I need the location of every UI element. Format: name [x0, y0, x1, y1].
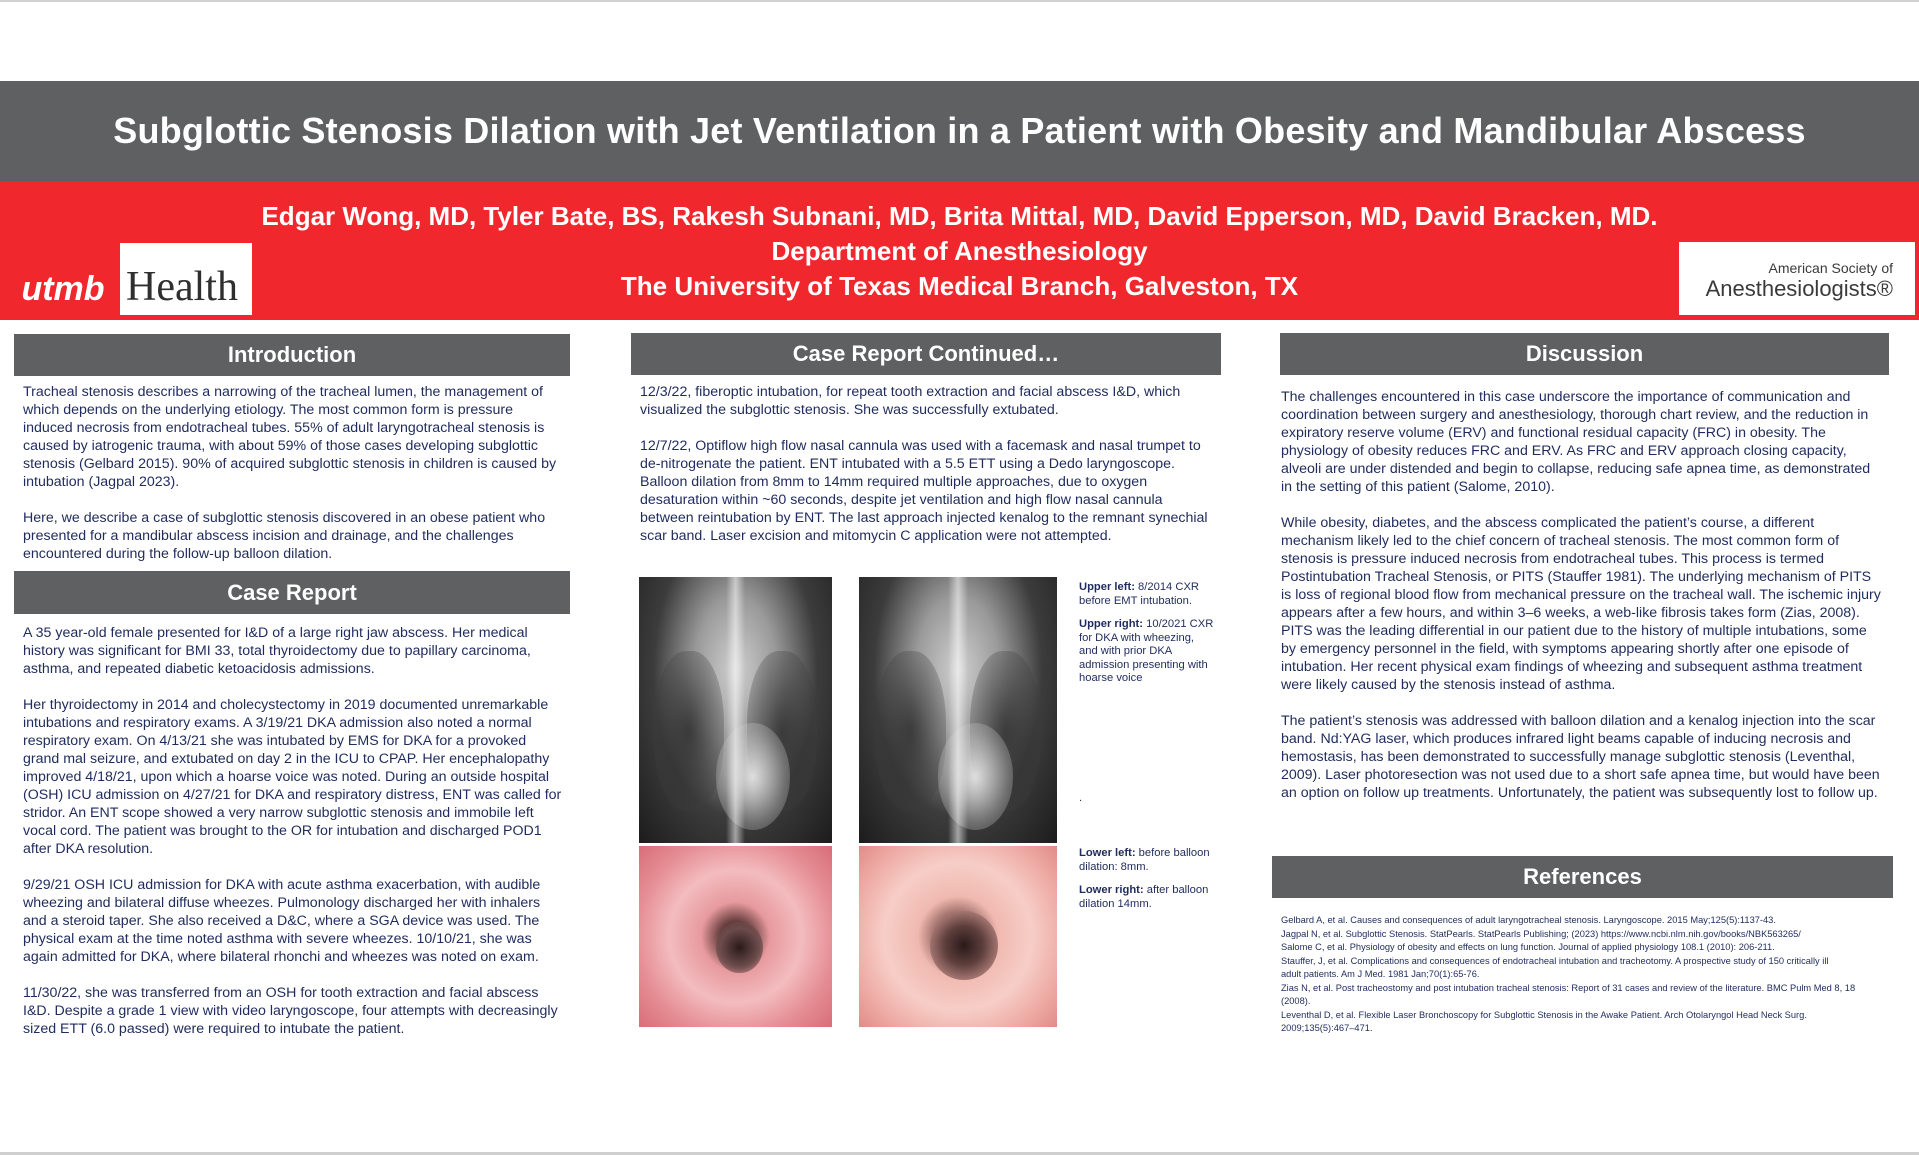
case-report-paragraph: Her thyroidectomy in 2014 and cholecystectomy in 2019 documented unremarkable intubations and respiratory exams. A 3/19/21 DKA admission also noted a normal respiratory exam. On 4/13/21 she was intubated by EMS for DKA for a provoked grand mal seizure, and extubated on day 2 in the ICU to CPAP. Her encephalopathy improved 4/18/21, upon which a hoarse voice was noted. During an outside hospital (OSH) ICU admission on 4/27/21 for DKA and respiratory distress, ENT was called for stridor. An ENT scope showed a very narrow subglottic stenosis and immobile left vocal cord. The patient was brought to the OR for intubation and discharged POD1 after DKA resolution.	[23, 697, 562, 857]
case-report-paragraph: 11/30/22, she was transferred from an OSH for tooth extraction and facial abscess I&D. Despite a grade 1 view with video laryngoscope, four attempts with decreasingly sized ETT (6.0 passed) were required to intubate the patient.	[23, 985, 558, 1037]
chest-xray-2021-image	[859, 577, 1057, 843]
reference-item: (2008).	[1281, 996, 1311, 1006]
references-list	[1281, 914, 1881, 1036]
case-report-heading: Case Report	[14, 571, 570, 614]
case-continued-body	[640, 383, 1212, 563]
authors: Edgar Wong, MD, Tyler Bate, BS, Rakesh Subnani, MD, Brita Mittal, MD, David Epperson, MD, David Bracken, MD.	[261, 201, 1658, 231]
reference-item: adult patients. Am J Med. 1981 Jan;70(1):65-76.	[1281, 969, 1480, 979]
references-heading: References	[1272, 856, 1893, 898]
caption-lower-right: Lower right: after balloon dilation 14mm.	[1079, 884, 1209, 910]
case-continued-paragraph: 12/7/22, Optiflow high flow nasal cannula was used with a facemask and nasal trumpet to de-nitrogenate the patient. ENT intubated with a 5.5 ETT using a Dedo laryngoscope. Balloon dilation from 8mm to 14mm required multiple approaches, due to oxygen desaturation within ~60 seconds, despite jet ventilation and high flow nasal cannula between reintubation by ENT. The last approach injected kenalog to the remnant synechial scar band. Laser excision and mitomycin C application were not attempted.	[640, 438, 1208, 544]
reference-item: Salome C, et al. Physiology of obesity and effects on lung function. Journal of applied physiology 108.1 (2010): 206-211.	[1281, 942, 1775, 952]
introduction-paragraph: Here, we describe a case of subglottic stenosis discovered in an obese patient who presented for a mandibular abscess incision and drainage, and the challenges encountered during the follow-up balloon dilation.	[23, 510, 546, 562]
discussion-body	[1281, 388, 1881, 820]
caption-lower-left: Lower left: before balloon dilation: 8mm.	[1079, 847, 1210, 873]
introduction-paragraph: Tracheal stenosis describes a narrowing of the tracheal lumen, the management of which depends on the underlying etiology. The most common form is pressure induced necrosis from endotracheal tubes. 55% of adult laryngotracheal stenosis is caused by iatrogenic trauma, with about 59% of those cases developing subglottic stenosis (Gelbard 2015). 90% of acquired subglottic stenosis in children is caused by intubation (Jagpal 2023).	[23, 384, 557, 490]
department: Department of Anesthesiology	[771, 236, 1148, 266]
reference-item: Leventhal D, et al. Flexible Laser Bronchoscopy for Subglottic Stenosis in the Awake Patient. Arch Otolaryngol Head Neck Surg.	[1281, 1009, 1807, 1020]
utmb-health-logo	[6, 243, 252, 315]
title-band	[0, 81, 1919, 181]
case-report-paragraph: A 35 year-old female presented for I&D of a large right jaw abscess. Her medical history was significant for BMI 33, total thyroidectomy due to papillary carcinoma, asthma, and repeated diabetic ketoacidosis admissions.	[23, 625, 531, 677]
poster-title: Subglottic Stenosis Dilation with Jet Ventilation in a Patient with Obesity and Mandibular Abscess	[113, 110, 1806, 151]
reference-item: Jagpal N, et al. Subglottic Stenosis. StatPearls. StatPearls Publishing; (2023) https://www.ncbi.nlm.nih.gov/books/NBK563265/	[1281, 928, 1801, 939]
bronchoscopy-after-dilation-image	[859, 846, 1057, 1027]
asa-logo-line1: American Society of	[1768, 260, 1893, 276]
case-report-body	[23, 624, 563, 1056]
bronchoscopy-before-dilation-image	[639, 846, 832, 1027]
caption-upper-left: Upper left: 8/2014 CXR before EMT intubation.	[1079, 581, 1199, 607]
reference-item: Stauffer, J, et al. Complications and consequences of endotracheal intubation and tracheotomy. A prospective study of 150 critically ill	[1281, 955, 1829, 966]
author-band	[0, 181, 1919, 320]
reference-item: 2009;135(5):467–471.	[1281, 1023, 1373, 1033]
case-continued-paragraph: 12/3/22, fiberoptic intubation, for repeat tooth extraction and facial abscess I&D, which visualized the subglottic stenosis. She was successfully extubated.	[640, 384, 1181, 418]
case-report-paragraph: 9/29/21 OSH ICU admission for DKA with acute asthma exacerbation, with audible wheezing and bilateral diffuse wheezes. Pulmonology discharged her with inhalers and a steroid taper. She also received a D&C, where a SGA device was used. The physical exam at the time noted asthma with severe wheezes. 10/10/21, she was again admitted for DKA, where bilateral rhonchi and wheezes was noted on exam.	[23, 877, 541, 965]
introduction-body	[23, 383, 563, 581]
utmb-logo-word: Health	[126, 264, 238, 310]
utmb-logo-mark: utmb	[6, 243, 120, 315]
discussion-paragraph: The challenges encountered in this case underscore the importance of communication and coordination between surgery and anesthesiology, thorough chart review, and the reduction in expiratory reserve volume (ERV) and functional residual capacity (FRC) in obesity. The physiology of obesity reduces FRC and ERV. As FRC and ERV approach closing capacity, alveoli are under distended and begin to collapse, reducing safe apnea time, as demonstrated in the setting of this patient (Salome, 2010).	[1281, 389, 1871, 495]
asa-logo-line2: Anesthesiologists®	[1705, 276, 1893, 301]
upper-captions	[1079, 581, 1214, 696]
reference-item: Gelbard A, et al. Causes and consequences of adult laryngotracheal stenosis. Laryngoscope. 2015 May;125(5):1137-43.	[1281, 915, 1776, 925]
caption-upper-right: Upper right: 10/2021 CXR for DKA with wheezing, and with prior DKA admission presenting with hoarse voice	[1079, 618, 1214, 684]
asa-logo	[1679, 242, 1915, 315]
lower-captions	[1079, 847, 1214, 921]
introduction-heading: Introduction	[14, 334, 570, 376]
chest-xray-2014-image	[639, 577, 832, 843]
discussion-heading: Discussion	[1280, 333, 1889, 375]
reference-item: Zias N, et al. Post tracheostomy and post intubation tracheal stenosis: Report of 31 cases and review of the literature. BMC Pulm Med 8, 18	[1281, 982, 1856, 993]
caption-dot: .	[1079, 792, 1083, 804]
university: The University of Texas Medical Branch, Galveston, TX	[620, 271, 1299, 301]
discussion-paragraph: The patient’s stenosis was addressed with balloon dilation and a kenalog injection into the scar band. Nd:YAG laser, which produces infrared light beams capable of inducing necrosis and hemostasis, has been demonstrated to successfully manage subglottic stenosis (Leventhal, 2009). Laser photoresection was not used due to a short safe apnea time, but would have been an option on follow up treatments. Unfortunately, the patient was subsequently lost to follow up.	[1281, 713, 1880, 801]
case-continued-heading: Case Report Continued…	[631, 333, 1221, 375]
discussion-paragraph: While obesity, diabetes, and the abscess complicated the patient’s course, a different mechanism likely led to the chief concern of tracheal stenosis. The most common form of stenosis is pressure induced necrosis from endotracheal tubes. This process is termed Postintubation Tracheal Stenosis, or PITS (Stauffer 1981). The underlying mechanism of PITS is loss of regional blood flow from mechanical pressure on the tracheal wall. The ischemic injury appears after a few hours, and within 3–6 weeks, a web-like fibrosis takes form (Zias, 2008). PITS was the leading differential in our patient due to the history of multiple intubations, some by emergency personnel in the field, with symptoms appearing shortly after one episode of intubation. Her recent physical exam findings of wheezing and subsequent asthma treatment were likely caused by the stenosis instead of asthma.	[1281, 515, 1881, 693]
top-border	[0, 0, 1919, 2]
